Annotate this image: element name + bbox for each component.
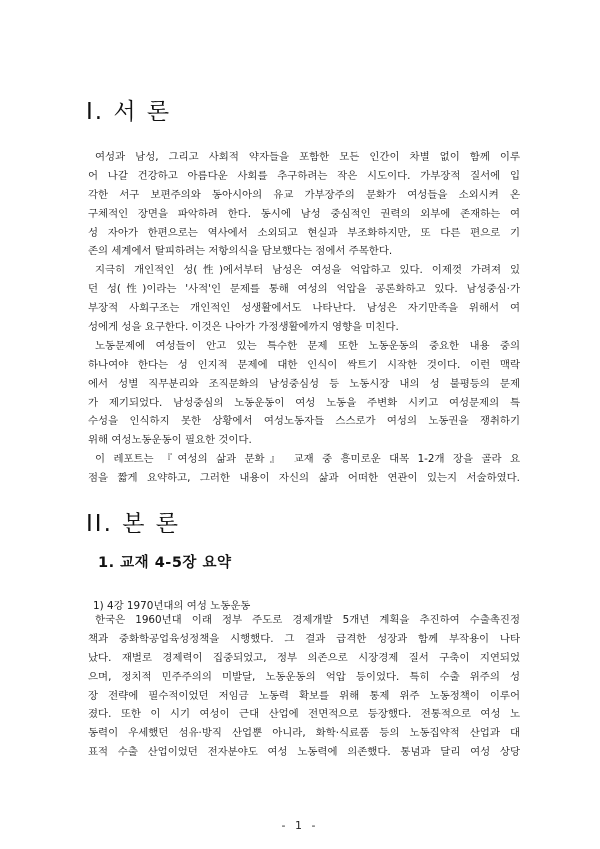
intro-line: 지극히 개인적인 성(性)에서부터 남성은 여성을 억압하고 있다. 이제껏 가려져 있 xyxy=(95,264,520,277)
intro-line: 성에게 성을 요구한다. 이것은 나아가 가정생활에까지 영향을 미친다. xyxy=(88,321,399,334)
intro-line: 여성과 남성, 그리고 사회적 약자들을 포함한 모든 인간이 차별 없이 함께 이루 xyxy=(95,151,520,163)
introduction-body xyxy=(88,148,520,488)
intro-line: 성 자아가 한편으로는 역사에서 소외되고 현실과 부조화하지만, 또 다른 편으로 기 xyxy=(88,226,520,239)
intro-line: 존의 세계에서 탈피하려는 저항의식을 담보했다는 점에서 주목한다. xyxy=(88,245,393,258)
intro-line: 어 나갈 건강하고 아름다운 사회를 추구하려는 작은 시도이다. 가부장적 질서에 입 xyxy=(88,169,520,182)
intro-line: 위해 여성노동운동이 필요한 것이다. xyxy=(88,434,252,447)
heading-introduction: I. 서 론 xyxy=(86,99,172,125)
intro-line: 수성을 인식하지 못한 상황에서 여성노동자들 스스로가 여성의 노동권을 쟁취하기 xyxy=(88,415,520,428)
section-line: 났다. 재벌로 경제력이 집중되었고, 정부 의존으로 시장경제 질서 구축이 지연되었 xyxy=(88,651,520,664)
section-line: 졌다. 또한 이 시기 여성이 근대 산업에 전면적으로 등장했다. 전통적으로 여성 노 xyxy=(88,708,520,721)
intro-line: 이 레포트는 『여성의 삶과 문화』 교재 중 흥미로운 대목 1-2개 장을 골라 요 xyxy=(95,453,520,466)
section-line: 동력이 우세했던 섬유·방직 산업뿐 아니라, 화학·식료품 등의 노동집약적 산업과 대 xyxy=(88,727,520,740)
section-line: 표적 수출 산업이었던 전자분야도 여성 노동력에 의존했다. 통념과 달리 여성 상당 xyxy=(88,746,520,759)
intro-line: 각한 서구 보편주의와 동아시아의 유교 가부장주의 문화가 여성들을 소외시켜 온 xyxy=(88,188,520,201)
heading-section-1: 1. 교재 4-5장 요약 xyxy=(98,555,232,571)
intro-line: 하나여야 한다는 성 인지적 문제에 대한 인식이 싹트기 시작한 것이다. 이런 맥락 xyxy=(88,358,520,371)
intro-line: 점을 짧게 요약하고, 그러한 내용이 자신의 삶과 어떠한 연관이 있는지 서술하였다. xyxy=(88,472,520,485)
intro-line: 에서 성별 직무분리와 조직문화의 남성중심성 등 노동시장 내의 성 불평등의 문제 xyxy=(88,377,520,390)
heading-main-body: II. 본 론 xyxy=(86,511,180,537)
section-line: 책과 중화학공업육성정책을 시행했다. 그 결과 급격한 성장과 함께 부작용이 나타 xyxy=(88,632,520,645)
intro-line: 가 제기되었다. 남성중심의 노동운동이 여성 노동을 주변화 시키고 여성문제의 특 xyxy=(88,396,520,409)
section-1-body xyxy=(88,611,520,762)
intro-line: 노동문제에 여성들이 안고 있는 특수한 문제 또한 노동운동의 중요한 내용 중의 xyxy=(95,339,520,352)
section-line: 으며, 정치적 민주주의의 미발달, 노동운동의 억압 등이었다. 특히 수출 위주의 성 xyxy=(88,670,520,683)
intro-line: 던 성(性)이라는 '사적'인 문제를 통해 여성의 억압을 공론화하고 있다. 남성중심·가 xyxy=(88,283,520,296)
section-line: 한국은 1960년대 이래 정부 주도로 경제개발 5개년 계획을 추진하여 수출촉진정 xyxy=(95,614,520,626)
intro-line: 구체적인 장면을 파악하려 한다. 동시에 남성 중심적인 권력의 외부에 존재하는 여 xyxy=(88,207,520,220)
intro-line: 부장적 사회구조는 개인적인 성생활에서도 나타난다. 남성은 자기만족을 위해서 여 xyxy=(88,302,520,315)
subheading-lecture-4: 1) 4강 1970년대의 여성 노동운동 xyxy=(93,600,251,612)
page-number: - 1 - xyxy=(281,819,319,832)
section-line: 장 전략에 필수적이었던 저임금 노동력 확보를 위해 통제 위주 노동정책이 이루어 xyxy=(88,689,520,702)
